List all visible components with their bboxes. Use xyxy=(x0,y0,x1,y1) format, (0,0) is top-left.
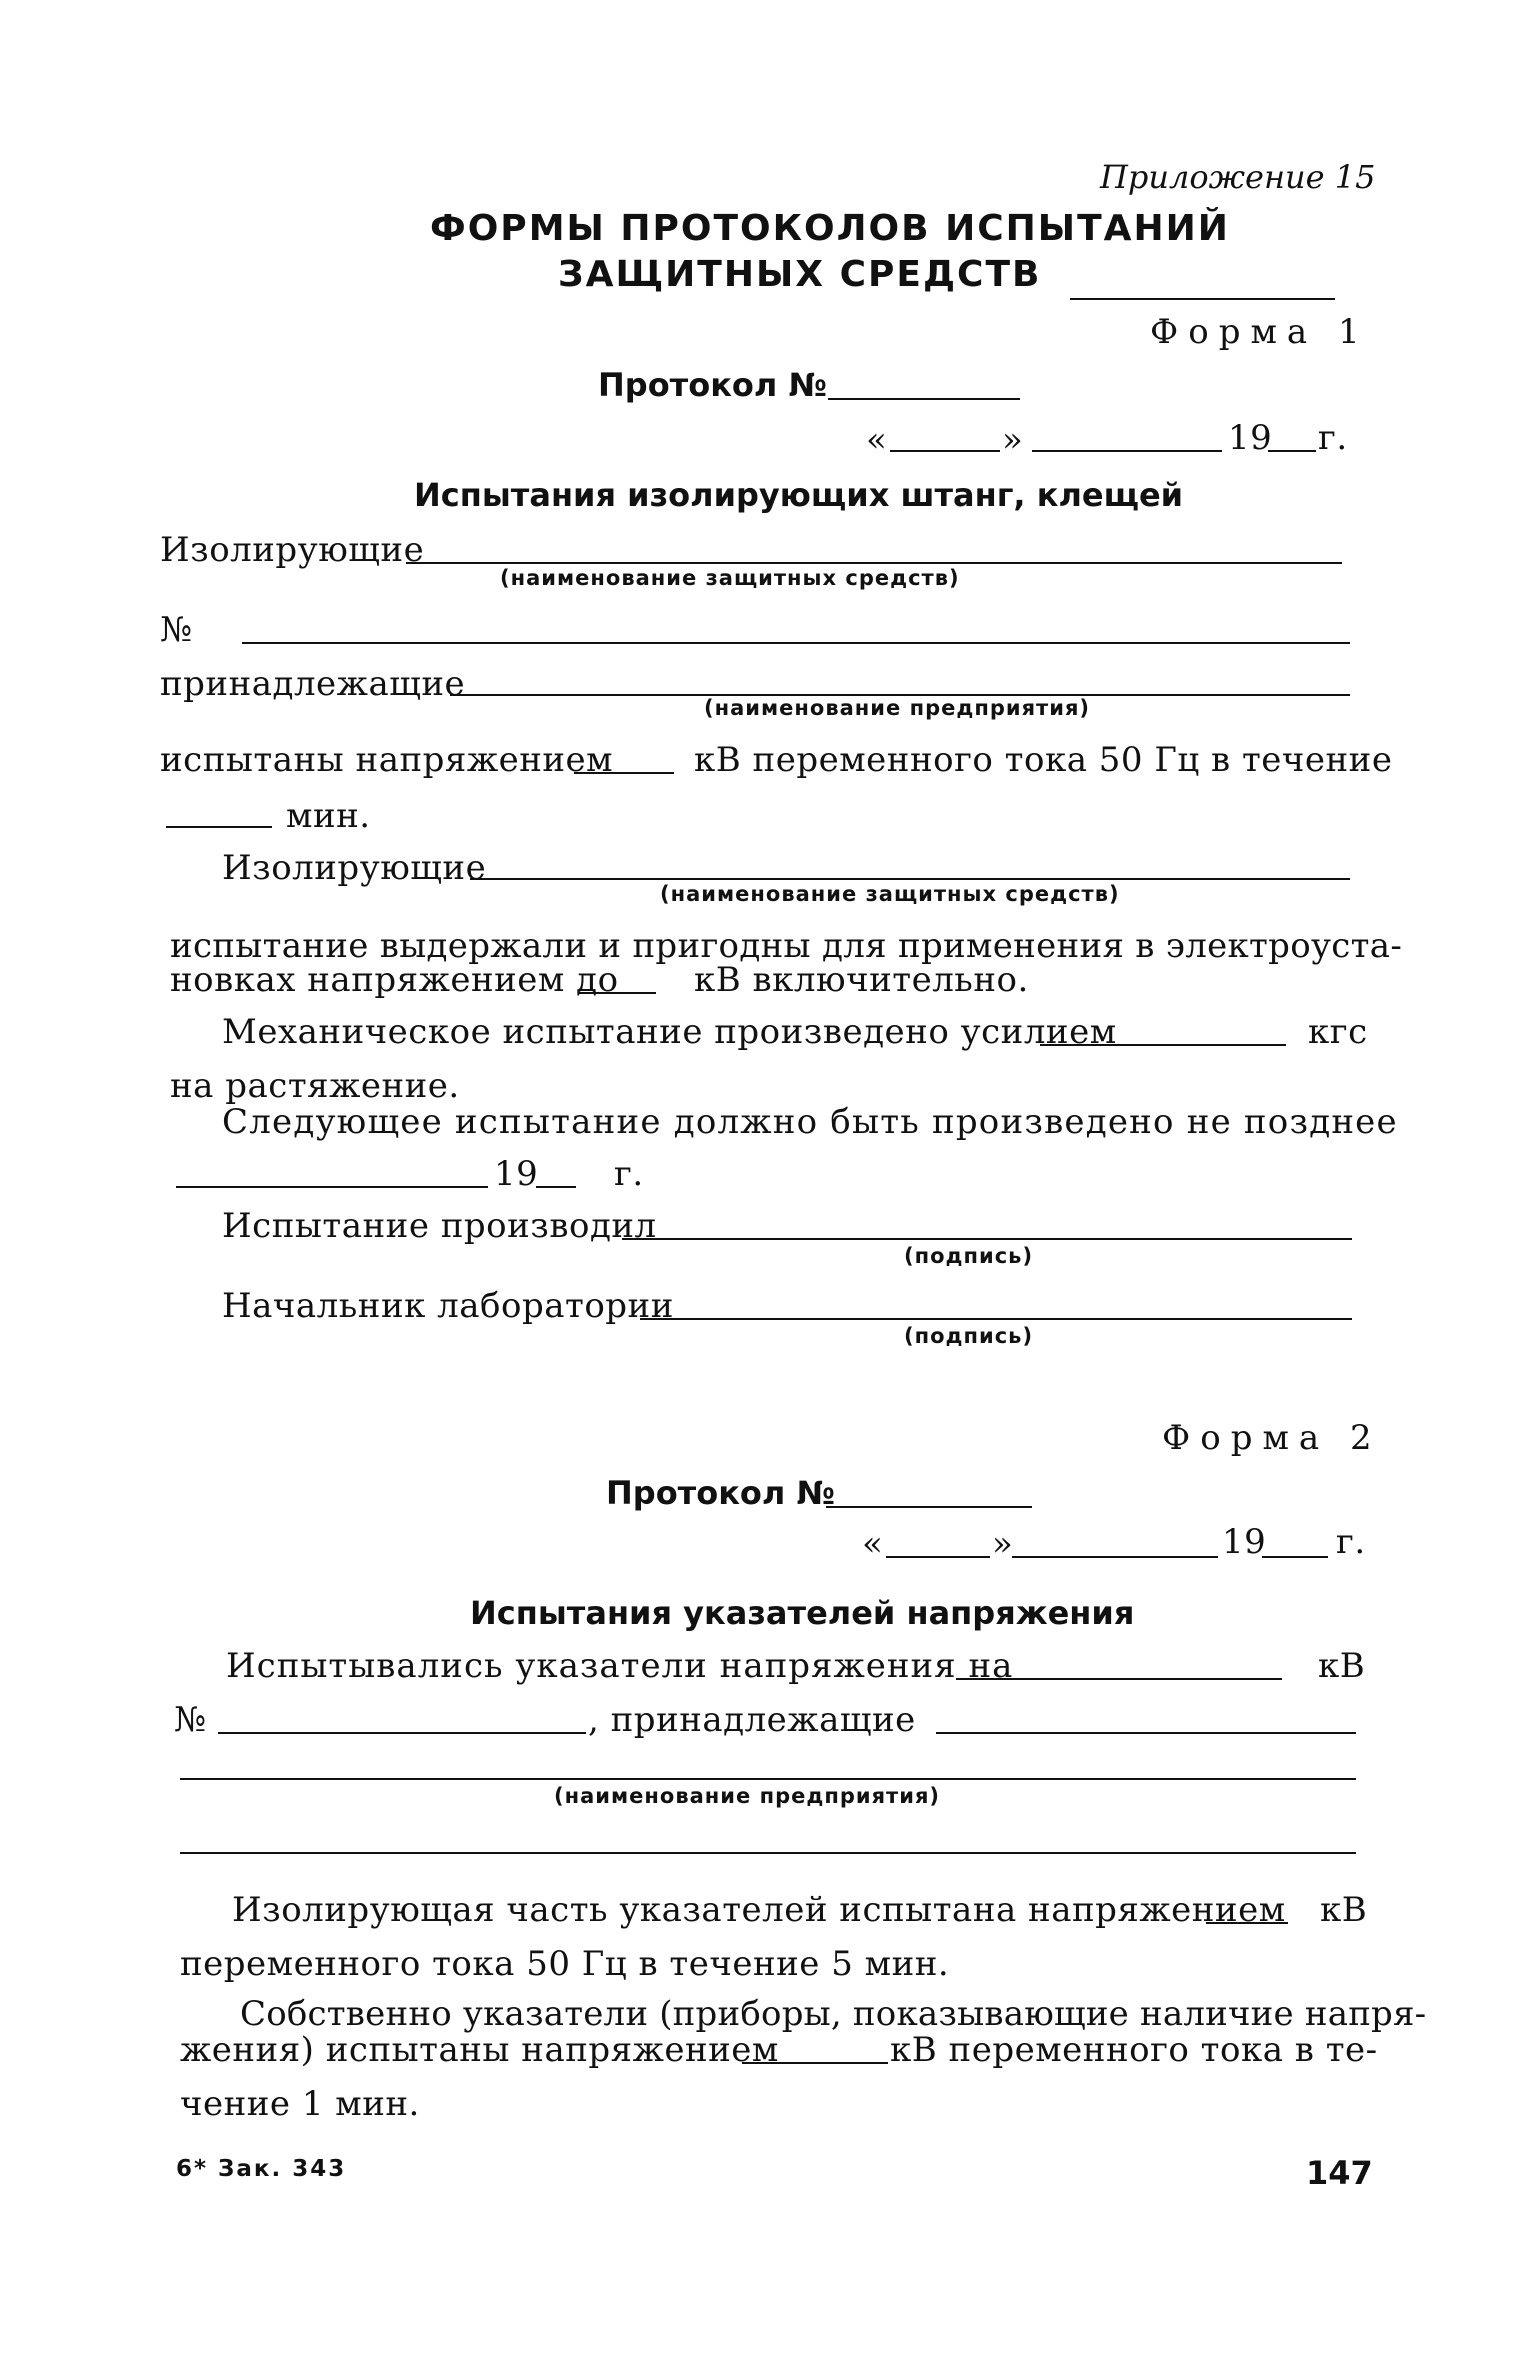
form1-force-unit: кгс xyxy=(1308,1012,1368,1052)
form1-year-prefix: 19 xyxy=(1228,418,1273,458)
form2-predpriyatie-caption: (наименование предприятия) xyxy=(554,1784,941,1808)
form1-proizvodil-signature-field[interactable] xyxy=(622,1238,1352,1240)
form1-rastyazhenie-text: на растяжение. xyxy=(170,1066,460,1106)
form2-predpriyatie-field[interactable] xyxy=(936,1732,1356,1734)
form1-next-year-suffix: г. xyxy=(614,1154,644,1194)
form2-zheniya-label: жения) испытаны напряжением xyxy=(180,2030,779,2070)
form2-isol-kv-unit: кВ xyxy=(1320,1890,1368,1930)
form2-device-voltage-field[interactable] xyxy=(742,2062,888,2064)
form1-heading: Испытания изолирующих штанг, клещей xyxy=(414,476,1184,514)
form1-podpis1-caption: (подпись) xyxy=(904,1244,1034,1268)
form1-number-sign: № xyxy=(160,610,193,650)
form2-heading: Испытания указателей напряжения xyxy=(470,1594,1135,1632)
appendix-label: Приложение 15 xyxy=(1100,158,1376,196)
form2-year-prefix: 19 xyxy=(1222,1522,1267,1562)
form2-chenie-text: чение 1 мин. xyxy=(180,2084,420,2124)
form1-label: Форма 1 xyxy=(1150,312,1370,352)
form2-quote-close: » xyxy=(992,1524,1014,1564)
form1-novkah-label: новках напряжением до xyxy=(170,960,619,1000)
form2-isol-line2: переменного тока 50 Гц в течение 5 мин. xyxy=(180,1944,950,1984)
form2-number-field[interactable] xyxy=(218,1732,586,1734)
form1-day-field[interactable] xyxy=(890,450,1000,452)
form2-predpriyatie-field-3[interactable] xyxy=(180,1852,1356,1854)
form2-isol-part-label: Изолирующая часть указателей испытана напряжением xyxy=(232,1890,1286,1930)
form2-voltage-field[interactable] xyxy=(956,1678,1282,1680)
page-title-line2: ЗАЩИТНЫХ СРЕДСТВ xyxy=(558,254,1042,295)
form2-zheniya-rest: кВ переменного тока в те- xyxy=(890,2030,1378,2070)
form2-month-field[interactable] xyxy=(1012,1556,1218,1558)
form2-kv-unit: кВ xyxy=(1318,1646,1366,1686)
form1-sredstva2-field[interactable] xyxy=(470,878,1350,880)
form1-protocol-number-field[interactable] xyxy=(828,398,1020,400)
form2-predpriyatie-field-2[interactable] xyxy=(180,1778,1356,1780)
form1-next-year-field[interactable] xyxy=(536,1186,576,1188)
form1-ispytany-label: испытаны напряжением xyxy=(160,740,614,780)
form1-next-date-field[interactable] xyxy=(176,1186,488,1188)
form1-next-test-text: Следующее испытание должно быть произведено не позднее xyxy=(222,1102,1398,1142)
form1-max-voltage-field[interactable] xyxy=(578,992,656,994)
form1-minutes-field[interactable] xyxy=(166,826,272,828)
form1-year-field[interactable] xyxy=(1268,450,1316,452)
form2-sobstvenno-text: Собственно указатели (приборы, показывающие наличие напря- xyxy=(240,1994,1427,2034)
form1-number-field[interactable] xyxy=(242,642,1350,644)
form1-mech-label: Механическое испытание произведено усилием xyxy=(222,1012,1117,1052)
form1-vyderzhali-text: испытание выдержали и пригодны для применения в электроуста- xyxy=(170,926,1403,966)
form2-quote-open: « xyxy=(862,1524,884,1564)
form1-novkah-rest: кВ включительно. xyxy=(694,960,1029,1000)
page-title-line1: ФОРМЫ ПРОТОКОЛОВ ИСПЫТАНИЙ xyxy=(430,208,1230,249)
form1-isoliruyushchie-label: Изолирующие xyxy=(160,530,425,570)
footer-order-number: 6* Зак. 343 xyxy=(176,2156,347,2182)
form2-number-sign: № xyxy=(174,1700,207,1740)
form1-quote-open: « xyxy=(866,420,888,460)
form1-quote-close: » xyxy=(1002,420,1024,460)
form1-prinadlezhashchie-label: принадлежащие xyxy=(160,664,466,704)
form1-predpriyatie-caption: (наименование предприятия) xyxy=(704,696,1091,720)
form1-podpis2-caption: (подпись) xyxy=(904,1324,1034,1348)
form1-minutes-label: мин. xyxy=(286,796,371,836)
form2-isol-voltage-field[interactable] xyxy=(1206,1922,1288,1924)
form1-force-field[interactable] xyxy=(1040,1044,1286,1046)
form1-month-field[interactable] xyxy=(1032,450,1222,452)
form2-ispytyvalis-label: Испытывались указатели напряжения на xyxy=(226,1646,1014,1686)
form2-prinadlezhashchie-label: , принадлежащие xyxy=(588,1700,916,1740)
form2-year-field[interactable] xyxy=(1262,1556,1328,1558)
form1-proizvodil-label: Испытание производил xyxy=(222,1206,657,1246)
form1-sredstva-caption: (наименование защитных средств) xyxy=(500,566,960,590)
form1-protocol-label: Протокол № xyxy=(598,366,827,404)
form2-year-suffix: г. xyxy=(1336,1522,1366,1562)
form2-label: Форма 2 xyxy=(1162,1418,1382,1458)
form1-nachalnik-label: Начальник лаборатории xyxy=(222,1286,674,1326)
form1-sredstva-field[interactable] xyxy=(406,562,1342,564)
form1-year-suffix: г. xyxy=(1318,418,1348,458)
page-number: 147 xyxy=(1306,2154,1373,2192)
form2-protocol-number-field[interactable] xyxy=(826,1506,1032,1508)
title-blank xyxy=(1070,298,1335,300)
form1-isoliruyushchie2-label: Изолирующие xyxy=(222,848,487,888)
form1-next-year-prefix: 19 xyxy=(494,1154,539,1194)
form1-ispytany-rest: кВ переменного тока 50 Гц в течение xyxy=(694,740,1393,780)
form1-nachalnik-signature-field[interactable] xyxy=(640,1318,1352,1320)
form2-day-field[interactable] xyxy=(886,1556,990,1558)
form1-sredstva2-caption: (наименование защитных средств) xyxy=(660,882,1120,906)
form2-protocol-label: Протокол № xyxy=(606,1474,835,1512)
form1-voltage-field[interactable] xyxy=(574,772,674,774)
